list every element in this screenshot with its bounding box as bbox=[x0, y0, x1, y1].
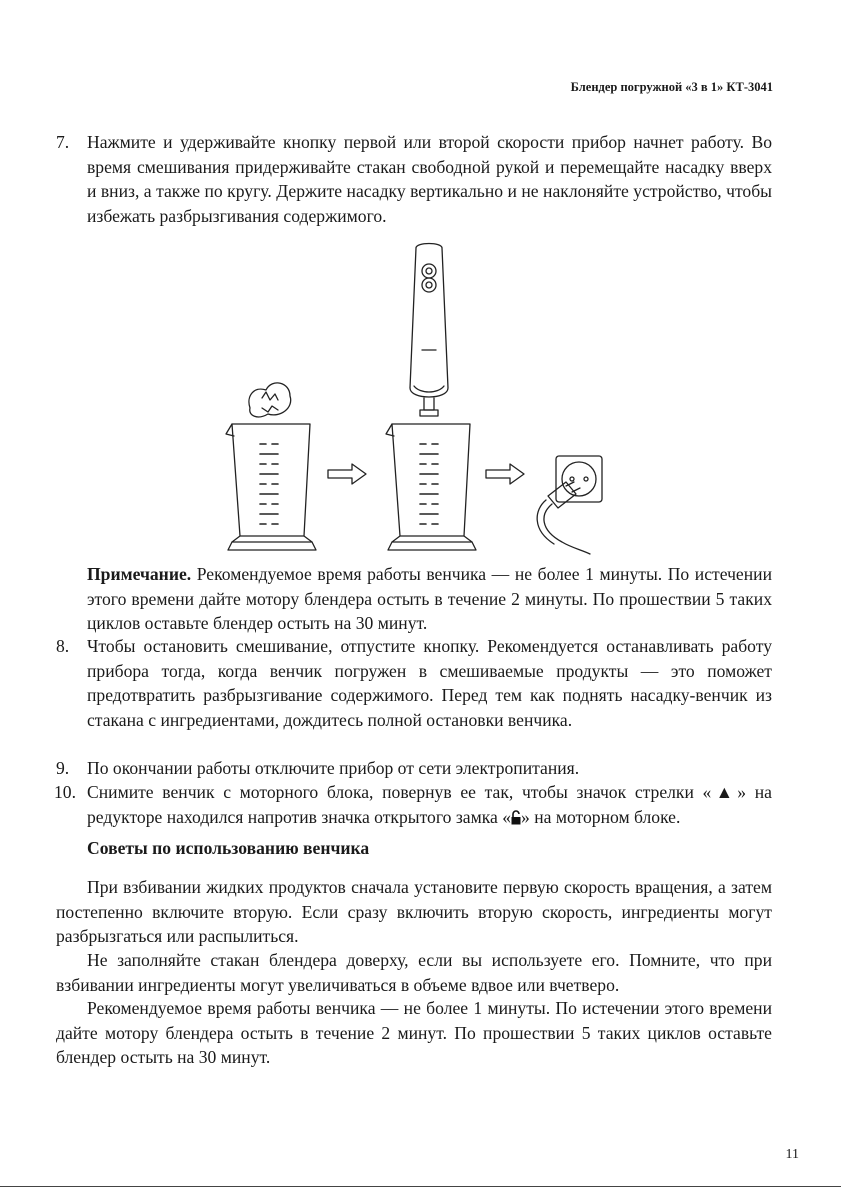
arrow-right-icon bbox=[328, 464, 366, 484]
step-number: 8. bbox=[56, 636, 70, 656]
power-socket-icon bbox=[556, 456, 602, 502]
step-text: Нажмите и удерживайте кнопку первой или второй скорости прибор начнет работу. Во время смешивания придерживайте стакан свободной рукой и перемещайте насадку вверх и вниз, а также по кругу. Держите насадку вертикально и не наклоняйте устройство, чтобы избежать разбрызгивания содержимого. bbox=[87, 132, 772, 226]
note-paragraph bbox=[87, 562, 772, 636]
note-text: Рекомендуемое время работы венчика — не более 1 минуты. По истечении этого времени дайте мотору блендера остыть в течение 2 минуты. По прошествии 5 таких циклов оставьте блендер остыть на 30 минут. bbox=[87, 564, 772, 633]
measuring-cup-icon bbox=[226, 424, 316, 550]
step-text: По окончании работы отключите прибор от сети электропитания. bbox=[87, 758, 580, 778]
tips-paragraph-2: Не заполняйте стакан блендера доверху, если вы используете его. Помните, что при взбивании ингредиенты могут увеличиваться в объеме вдвое или вчетверо. bbox=[56, 950, 772, 995]
plug-icon bbox=[537, 482, 590, 554]
measuring-cup-icon bbox=[386, 424, 476, 550]
usage-illustration bbox=[210, 238, 620, 556]
tips-paragraph-3: Рекомендуемое время работы венчика — не более 1 минуты. По истечении этого времени дайте мотору блендера остыть в течение 2 минут. По прошествии 5 таких циклов оставьте блендер остыть на 30 минут. bbox=[56, 998, 772, 1067]
blender-icon bbox=[410, 244, 448, 417]
instruction-step-8 bbox=[56, 634, 772, 732]
instruction-step-7 bbox=[56, 130, 772, 228]
step-number: 7. bbox=[56, 132, 70, 152]
arrow-right-icon bbox=[486, 464, 524, 484]
note-label: Примечание. bbox=[87, 564, 192, 584]
step-number: 9. bbox=[56, 758, 70, 778]
step-number: 10. bbox=[54, 782, 76, 802]
egg-icon bbox=[249, 383, 291, 417]
section-heading: Советы по использованию венчика bbox=[87, 838, 370, 858]
instruction-step-10 bbox=[56, 780, 772, 829]
step-text: Чтобы остановить смешивание, отпустите кнопку. Рекомендуется останавливать работу прибора тогда, когда венчик погружен в смешиваемые продукты — это поможет предотвратить разбрызгивание содержимого. Перед тем как поднять насадку-венчик из стакана с ингредиентами, дождитесь полной остановки венчика. bbox=[87, 636, 772, 730]
instruction-step-9 bbox=[56, 756, 772, 781]
page-header: Блендер погружной «3 в 1» КТ-3041 bbox=[570, 80, 773, 94]
step-text: Снимите венчик с моторного блока, повернув ее так, чтобы значок стрелки «▲» на редукторе находился напротив значка открытого замка « » на моторном блоке. bbox=[87, 782, 772, 827]
tips-paragraph-1: При взбивании жидких продуктов сначала установите первую скорость вращения, а затем постепенно включите вторую. Если сразу включить вторую скорость, ингредиенты могут разбрызгаться или распылиться. bbox=[56, 877, 772, 946]
page-number: 11 bbox=[785, 1147, 799, 1162]
unlock-icon bbox=[511, 810, 521, 825]
bottom-rule bbox=[0, 1186, 841, 1187]
